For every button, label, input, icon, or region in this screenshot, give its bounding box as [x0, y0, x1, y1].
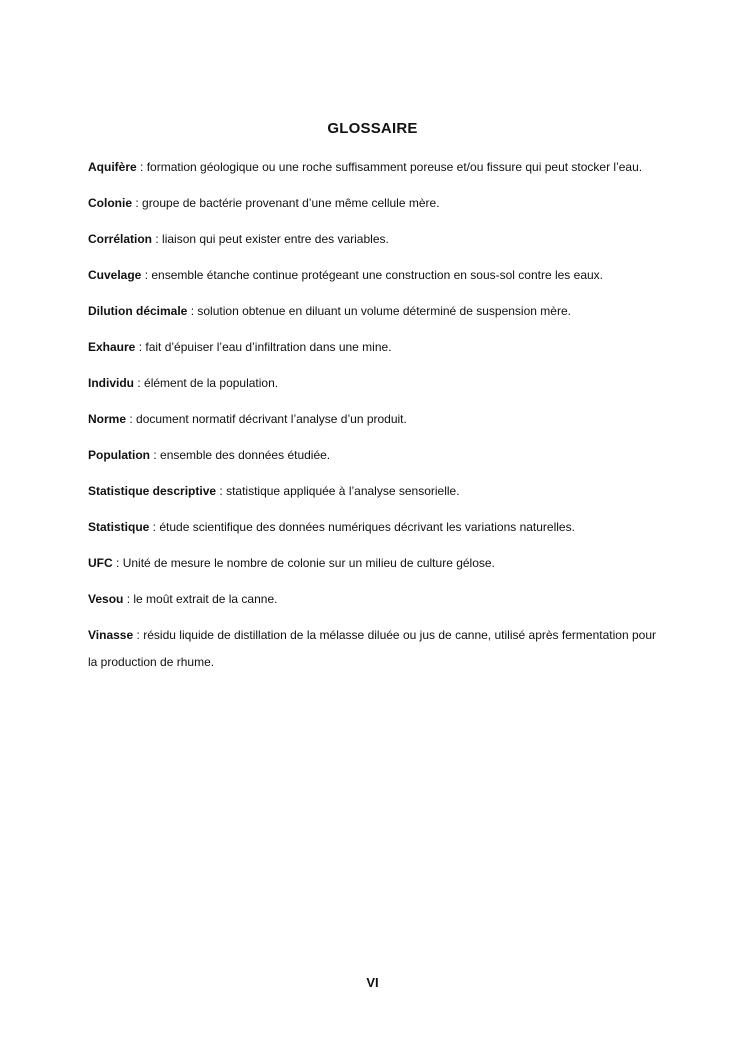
glossary-entry-colonie: Colonie : groupe de bactérie provenant d’une même cellule mère.	[88, 196, 440, 210]
glossary-definition: liaison qui peut exister entre des variables.	[162, 232, 389, 246]
glossary-definition: document normatif décrivant l’analyse d’un produit.	[136, 412, 407, 426]
glossary-entry-correlation: Corrélation : liaison qui peut exister entre des variables.	[88, 232, 389, 246]
glossary-term: Corrélation	[88, 232, 153, 246]
glossary-entry-norme: Norme : document normatif décrivant l’analyse d’un produit.	[88, 412, 407, 426]
glossary-term: Vinasse	[88, 628, 134, 642]
glossary-entry-individu: Individu : élément de la population.	[88, 376, 279, 390]
glossary-entry-statistique-descriptive: Statistique descriptive : statistique appliquée à l’analyse sensorielle.	[88, 484, 460, 498]
glossary-definition: résidu liquide de distillation de la mélasse diluée ou jus de canne, utilisé après fermentation pour la production de rhume.	[88, 628, 656, 669]
page-title: GLOSSAIRE	[327, 120, 418, 137]
glossary-entry-vinasse: Vinasse : résidu liquide de distillation de la mélasse diluée ou jus de canne, utilisé après fermentation pour la production de rhume.	[88, 628, 656, 669]
glossary-definition: statistique appliquée à l’analyse sensorielle.	[226, 484, 460, 498]
glossary-definition: formation géologique ou une roche suffisamment poreuse et/ou fissure qui peut stocker l’eau.	[146, 160, 643, 174]
glossary-term: Vesou	[88, 592, 124, 606]
glossary-definition: fait d’épuiser l’eau d’infiltration dans une mine.	[145, 340, 392, 354]
glossary-term: Norme	[88, 412, 127, 426]
glossary-entry-population: Population : ensemble des données étudiée.	[88, 448, 331, 462]
glossary-entry-dilution-decimale: Dilution décimale : solution obtenue en diluant un volume déterminé de suspension mère.	[88, 304, 571, 318]
glossary-term: Cuvelage	[88, 268, 142, 282]
page-number: VI	[366, 975, 379, 990]
glossary-entry-cuvelage: Cuvelage : ensemble étanche continue protégeant une construction en sous-sol contre les eaux.	[88, 268, 603, 282]
glossary-definition: ensemble des données étudiée.	[160, 448, 331, 462]
glossary-term: Colonie	[88, 196, 132, 210]
glossary-list	[88, 154, 656, 685]
glossary-definition: élément de la population.	[144, 376, 279, 390]
glossary-term: UFC	[88, 556, 113, 570]
glossary-entry-vesou: Vesou : le moût extrait de la canne.	[88, 592, 278, 606]
glossary-term: Dilution décimale	[88, 304, 188, 318]
glossary-term: Exhaure	[88, 340, 136, 354]
glossary-definition: le moût extrait de la canne.	[133, 592, 278, 606]
glossary-term: Statistique	[88, 520, 150, 534]
glossary-entry-statistique: Statistique : étude scientifique des données numériques décrivant les variations naturelles.	[88, 520, 575, 534]
glossary-term: Population	[88, 448, 150, 462]
glossary-definition: solution obtenue en diluant un volume déterminé de suspension mère.	[197, 304, 571, 318]
glossary-entry-exhaure: Exhaure : fait d’épuiser l’eau d’infiltration dans une mine.	[88, 340, 392, 354]
glossary-definition: ensemble étanche continue protégeant une construction en sous-sol contre les eaux.	[151, 268, 603, 282]
glossary-term: Aquifère	[88, 160, 137, 174]
glossary-definition: étude scientifique des données numériques décrivant les variations naturelles.	[159, 520, 575, 534]
glossary-definition: Unité de mesure le nombre de colonie sur un milieu de culture gélose.	[122, 556, 495, 570]
glossary-entry-aquifere: Aquifère : formation géologique ou une roche suffisamment poreuse et/ou fissure qui peut stocker l’eau.	[88, 160, 643, 174]
glossary-term: Individu	[88, 376, 134, 390]
glossary-entry-ufc: UFC : Unité de mesure le nombre de colonie sur un milieu de culture gélose.	[88, 556, 495, 570]
glossary-definition: groupe de bactérie provenant d’une même cellule mère.	[142, 196, 440, 210]
glossary-term: Statistique descriptive	[88, 484, 217, 498]
